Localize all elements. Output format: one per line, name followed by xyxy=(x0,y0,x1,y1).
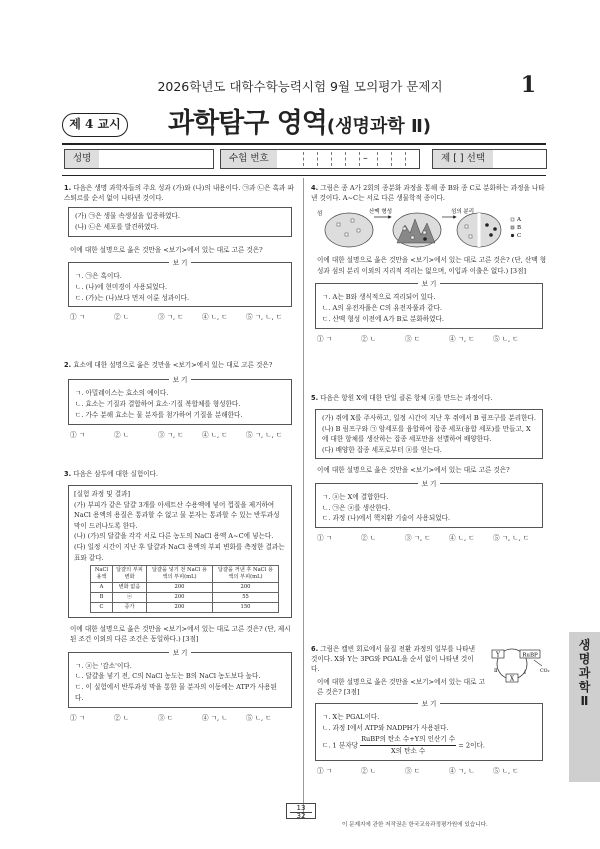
bogi-item: ㄴ. 효소는 기질과 결합하여 효소·기질 복합체를 형성한다. xyxy=(75,400,241,409)
node-y-label: Y xyxy=(496,651,500,659)
question-stem: 그림은 종 A가 2회의 종분화 과정을 통해 종 B와 종 C로 분화하는 과정을 나타낸 것이다. A~C는 서로 다른 생물학적 종이다. xyxy=(311,184,545,203)
option-1[interactable]: ① ㄱ xyxy=(317,334,333,343)
exam-number-label: 수험 번호 xyxy=(221,150,277,168)
question-number: 4. xyxy=(311,184,319,192)
option-1[interactable]: ① ㄱ xyxy=(70,714,86,723)
answer-options xyxy=(311,334,547,344)
table-cell: 200 xyxy=(147,603,213,613)
bogi-item: ㄴ. 과정 Ⅰ에서 ATP와 NADPH가 사용된다. xyxy=(322,723,449,732)
bogi-item: ㄱ. ㉠은 혹이다. xyxy=(75,271,122,280)
island-1 xyxy=(325,213,373,247)
option-1[interactable]: ① ㄱ xyxy=(317,534,333,543)
bogi-caption: 보 기 xyxy=(418,700,441,708)
bogi-item: ㄱ. ⓐ는 '감소'이다. xyxy=(75,661,132,670)
bogi-item: ㄱ. A는 B와 생식적으로 격리되어 있다. xyxy=(322,292,436,301)
bogi-item: ㄴ. (나)에 현미경이 사용되었다. xyxy=(75,282,168,291)
bogi-item: ㄷ. 산맥 형성 이전에 A가 B로 분화하였다. xyxy=(322,314,444,323)
option-4[interactable]: ④ ㄱ, ㄴ xyxy=(202,714,228,723)
bogi-box xyxy=(68,376,292,425)
question-ask: 이에 대한 설명으로 옳은 것만을 <보기>에서 있는 대로 고른 것은? xyxy=(70,245,263,254)
experiment-step: (가) 부피가 같은 달걀 3개를 아세트산 수용액에 넣어 껍질을 제거하여 NaCl 용액의 용질은 통과할 수 없고 물 분자는 통과할 수 있는 반투과성 막이 드러나도록 한다. xyxy=(74,500,280,530)
option-5[interactable]: ⑤ ㄴ, ㄷ xyxy=(493,766,519,775)
process-step: (나) B 림프구와 ㉠ 암세포를 융합하여 잡종 세포(융합 세포)를 만들고, X에 대한 항체를 생산하는 잡종 세포만을 선별하여 배양한다. xyxy=(322,424,531,444)
bogi-caption: 보 기 xyxy=(169,259,192,267)
question-number: 5. xyxy=(311,394,319,402)
fraction xyxy=(360,734,456,757)
bogi-caption: 보 기 xyxy=(169,649,192,657)
step-1-label: Ⅰ xyxy=(524,670,526,676)
table-cell: 150 xyxy=(213,603,279,613)
question-stem: 다음은 생명 과학자들의 주요 성과 (가)와 (나)의 내용이다. ㉠과 ㉡은 혹과 파스퇴르를 순서 없이 나타낸 것이다. xyxy=(64,184,294,203)
process-step: (가) 쥐에 X를 주사하고, 일정 시간이 지난 후 쥐에서 B 림프구를 분리한다. xyxy=(322,414,536,423)
node-x-label: X xyxy=(509,675,515,683)
bogi-item: ㄴ. 달걀을 넣기 전, C의 NaCl 농도는 B의 NaCl 농도보다 높다. xyxy=(75,672,261,681)
question-ask: 이에 대한 설명으로 옳은 것만을 <보기>에서 있는 대로 고른 것은? (단, 제시된 조건 이외의 다른 조건은 동일하다.) [3점] xyxy=(70,625,291,644)
bogi-item xyxy=(322,734,536,757)
option-4[interactable]: ④ ㄴ, ㄷ xyxy=(202,430,228,439)
header-rule xyxy=(62,143,546,145)
step-2-label: Ⅱ xyxy=(494,668,498,674)
question-ask: 이에 대한 설명으로 옳은 것만을 <보기>에서 있는 대로 고른 것은? xyxy=(317,466,510,475)
legend-label: B xyxy=(517,225,522,232)
option-2[interactable]: ② ㄴ xyxy=(114,430,130,439)
speciation-figure xyxy=(311,205,547,253)
copyright-notice: 이 문제지에 관한 저작권은 한국교육과정평가원에 있습니다. xyxy=(342,822,488,828)
exam-title: 2026학년도 대학수학능력시험 9월 모의평가 문제지 xyxy=(157,79,443,94)
page-counter xyxy=(286,803,316,819)
table-cell: B xyxy=(91,593,113,603)
node-rubp-label: RuBP xyxy=(522,652,538,659)
question-3 xyxy=(64,469,296,723)
table-row xyxy=(91,593,279,603)
process-step: (다) 배양한 잡종 세포로부터 ⓐ를 얻는다. xyxy=(322,445,442,454)
option-2[interactable]: ② ㄴ xyxy=(361,334,377,343)
table-cell: 200 xyxy=(147,593,213,603)
legend-label: C xyxy=(517,233,522,240)
option-5[interactable]: ⑤ ㄱ, ㄴ, ㄷ xyxy=(246,430,283,439)
table-header: 달걀의 부피 변화 xyxy=(113,566,147,583)
option-3[interactable]: ③ ㄱ, ㄷ xyxy=(405,534,431,543)
bogi-item: ㄷ. (가)는 (나)보다 먼저 이룬 성과이다. xyxy=(75,293,190,302)
option-2[interactable]: ② ㄴ xyxy=(114,313,130,322)
bogi-box xyxy=(68,258,292,308)
option-1[interactable]: ① ㄱ xyxy=(70,430,86,439)
question-number: 6. xyxy=(311,645,319,653)
side-tab-char: 과 xyxy=(578,666,591,680)
bogi-box xyxy=(68,648,292,709)
option-3[interactable]: ③ ㄱ, ㄷ xyxy=(158,430,184,439)
table-header: NaCl 용액 xyxy=(91,566,113,583)
fraction-numerator: RuBP의 탄소 수+Y의 인산기 수 xyxy=(360,734,456,746)
figure-label: 섬의 분리 xyxy=(451,209,475,216)
question-stem: 다음은 삼투에 대한 실험이다. xyxy=(73,470,159,478)
choice-field[interactable] xyxy=(432,149,547,169)
option-3[interactable]: ③ ㄷ xyxy=(405,334,421,343)
experiment-step: (다) 일정 시간이 지난 후 달걀과 NaCl 용액의 부피 변화를 측정한 결과는 표와 같다. xyxy=(74,542,285,562)
question-1 xyxy=(64,183,296,323)
table-cell: 변화 없음 xyxy=(113,583,147,593)
bogi-item: ㄷ. 이 실험에서 반투과성 막을 통한 물 분자의 이동에는 ATP가 사용된다. xyxy=(75,683,277,703)
bogi-box xyxy=(315,479,543,529)
option-2[interactable]: ② ㄴ xyxy=(361,766,377,775)
option-4[interactable]: ④ ㄱ, ㄴ xyxy=(449,766,475,775)
table-cell: C xyxy=(91,603,113,613)
subject-sub: (생명과학 Ⅱ) xyxy=(326,116,432,137)
calvin-cycle-figure xyxy=(484,640,548,690)
bogi-box xyxy=(315,279,543,329)
subject-side-tab xyxy=(569,632,600,782)
option-2[interactable]: ② ㄴ xyxy=(114,714,130,723)
question-2 xyxy=(64,360,296,440)
table-header: 달걀을 넣기 전 NaCl 용액의 부피(mL) xyxy=(147,566,213,583)
bogi-caption: 보 기 xyxy=(418,480,441,488)
bogi-item: ㄱ. ⓐ는 X에 결합한다. xyxy=(322,492,389,501)
info-box xyxy=(68,207,292,236)
option-4[interactable]: ④ ㄴ, ㄷ xyxy=(449,534,475,543)
question-4 xyxy=(311,183,547,344)
page-number: 1 xyxy=(520,72,536,98)
exam-number-field[interactable]: 수험 번호 – xyxy=(220,149,420,169)
table-header: 달걀을 꺼낸 후 NaCl 용액의 부피(mL) xyxy=(213,566,279,583)
table-row xyxy=(91,603,279,613)
option-5[interactable]: ⑤ ㄱ, ㄴ, ㄷ xyxy=(246,313,283,322)
question-number: 3. xyxy=(64,470,72,478)
question-stem: 다음은 항원 X에 대한 단일 클론 항체 ⓐ를 만드는 과정이다. xyxy=(320,394,493,402)
subject-title xyxy=(168,104,431,143)
option-4[interactable]: ④ ㄴ, ㄷ xyxy=(202,313,228,322)
table-row xyxy=(91,583,279,593)
period-badge: 제 4 교시 xyxy=(62,113,128,137)
answer-options xyxy=(64,713,296,723)
question-stem: 그림은 캘빈 회로에서 물질 전환 과정의 일부를 나타낸 것이다. X와 Y는 3PG와 PGAL을 순서 없이 나타낸 것이다. xyxy=(311,645,476,674)
option-1[interactable]: ① ㄱ xyxy=(317,766,333,775)
table-cell: 55 xyxy=(213,593,279,603)
option-3[interactable]: ③ ㄷ xyxy=(158,714,174,723)
subject-main: 과학탐구 영역 xyxy=(168,108,327,139)
side-tab-char: 명 xyxy=(578,652,591,666)
option-5[interactable]: ⑤ ㄴ, ㄷ xyxy=(493,334,519,343)
name-field[interactable] xyxy=(64,149,214,169)
side-tab-char: 학 xyxy=(578,680,591,694)
bogi-item: ㄴ. ㉠은 ⓐ를 생산한다. xyxy=(322,503,391,512)
table-cell: 증가 xyxy=(113,603,147,613)
info-rule xyxy=(62,175,546,176)
bogi-caption: 보 기 xyxy=(169,376,192,384)
option-5[interactable]: ⑤ ㄱ, ㄴ, ㄷ xyxy=(493,534,530,543)
question-number: 1. xyxy=(64,184,72,192)
bogi-item: ㄴ. A의 유전자풀은 C의 유전자풀과 같다. xyxy=(322,303,443,312)
table-cell: A xyxy=(91,583,113,593)
info-bar xyxy=(64,149,547,169)
table-cell: 200 xyxy=(147,583,213,593)
option-1[interactable]: ① ㄱ xyxy=(70,313,86,322)
figure-label: 섬 xyxy=(317,211,323,218)
result-table xyxy=(90,565,279,613)
info-line: (가) ㉠은 생물 속생설을 입증하였다. xyxy=(75,212,181,221)
process-box xyxy=(315,409,543,459)
question-number: 2. xyxy=(64,361,72,369)
table-cell: ⓐ xyxy=(113,593,147,603)
option-3[interactable]: ③ ㄱ, ㄷ xyxy=(158,313,184,322)
bogi-item: ㄱ. X는 PGAL이다. xyxy=(322,713,380,722)
bogi-item-prefix: ㄷ. 1 분자당 xyxy=(322,741,358,750)
figure-label: 산맥 형성 xyxy=(369,209,393,216)
co2-label: CO₂ xyxy=(540,669,550,674)
answer-options xyxy=(311,766,547,776)
question-stem: 효소에 대한 설명으로 옳은 것만을 <보기>에서 있는 대로 고른 것은? xyxy=(73,361,273,369)
answer-options xyxy=(311,533,547,543)
question-5 xyxy=(311,393,547,543)
info-line: (나) ㉡은 세포를 발견하였다. xyxy=(75,222,159,231)
fraction-denominator: X의 탄소 수 xyxy=(390,746,426,755)
bogi-item: ㄷ. 과정 (나)에서 핵치환 기술이 사용되었다. xyxy=(322,514,451,523)
page-current: 13 xyxy=(296,804,306,812)
column-divider xyxy=(303,178,304,818)
question-ask: 이에 대한 설명으로 옳은 것만을 <보기>에서 있는 대로 고른 것은? [3점] xyxy=(317,677,485,696)
option-2[interactable]: ② ㄴ xyxy=(361,534,377,543)
choice-label: 제 [ ] 선택 xyxy=(433,150,493,168)
bogi-item: ㄱ. 아밀레이스는 효소의 예이다. xyxy=(75,389,169,398)
side-tab-char: Ⅱ xyxy=(580,694,589,708)
bogi-item: ㄷ. 가수 분해 효소는 물 분자를 첨가하여 기질을 분해한다. xyxy=(75,410,243,419)
experiment-title: [실험 과정 및 결과] xyxy=(74,490,131,499)
answer-options xyxy=(64,430,296,440)
experiment-box xyxy=(68,485,292,618)
name-label: 성명 xyxy=(65,150,99,168)
side-tab-char: 생 xyxy=(578,638,591,652)
experiment-step: (나) (가)의 달걀을 각각 서로 다른 농도의 NaCl 용액 A~C에 넣는다. xyxy=(74,532,274,541)
page-total: 32 xyxy=(296,812,306,820)
bogi-box xyxy=(315,700,543,761)
bogi-caption: 보 기 xyxy=(418,280,441,288)
option-4[interactable]: ④ ㄱ, ㄷ xyxy=(449,334,475,343)
question-ask: 이에 대한 설명으로 옳은 것만을 <보기>에서 있는 대로 고른 것은? (단, 산맥 형성과 섬의 분리 이외의 지리적 격리는 없으며, 이입과 이출은 없다.) [3점] xyxy=(317,256,547,275)
table-cell: 200 xyxy=(213,583,279,593)
bogi-item-suffix: = 2이다. xyxy=(458,741,485,750)
answer-options xyxy=(64,312,296,322)
option-3[interactable]: ③ ㄷ xyxy=(405,766,421,775)
option-5[interactable]: ⑤ ㄴ, ㄷ xyxy=(246,714,272,723)
legend-label: A xyxy=(517,217,521,224)
